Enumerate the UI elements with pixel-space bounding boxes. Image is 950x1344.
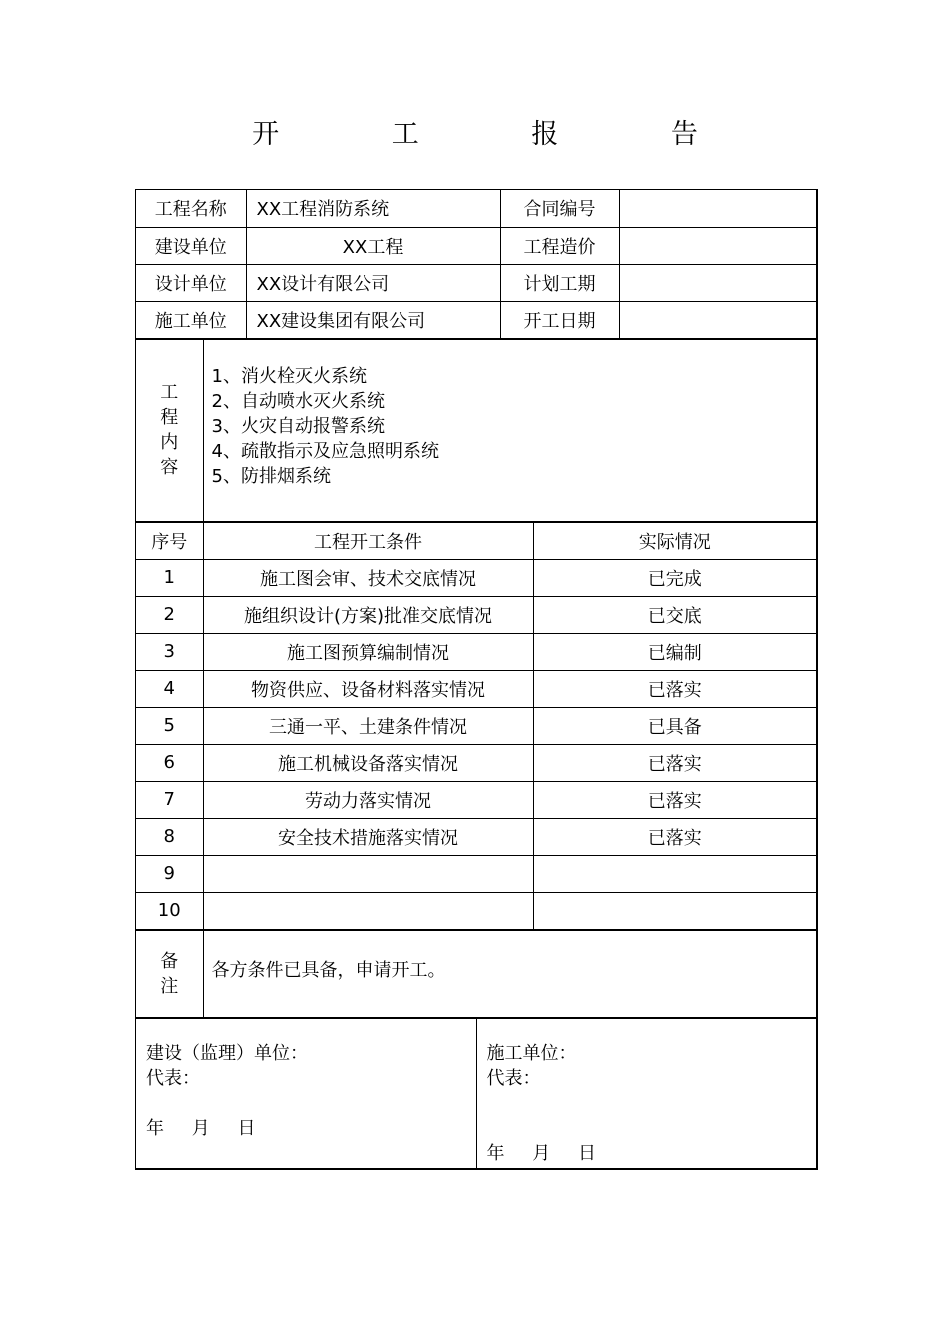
project-info-table (136, 190, 816, 339)
info-value: XX工程消防系统 (246, 190, 500, 227)
content-item: 4、疏散指示及应急照明系统 (211, 440, 439, 462)
info-label: 计划工期 (500, 264, 619, 301)
condition-no: 3 (136, 633, 203, 670)
condition-text (203, 892, 533, 929)
info-label: 开工日期 (500, 301, 619, 338)
content-item: 5、防排烟系统 (211, 465, 331, 487)
report-form (135, 189, 818, 1170)
remark-label (136, 930, 203, 1017)
condition-status: 已具备 (533, 707, 816, 744)
signature-left (136, 1018, 476, 1168)
left-day: 日 (237, 1117, 256, 1139)
info-value (619, 190, 816, 227)
content-item: 1、消火栓灭火系统 (211, 365, 367, 387)
condition-status: 已落实 (533, 781, 816, 818)
page-title: 开 工 报 告 (252, 119, 750, 150)
info-value: XX工程 (246, 227, 500, 264)
condition-text: 施工图会审、技术交底情况 (203, 559, 533, 596)
condition-text: 劳动力落实情况 (203, 781, 533, 818)
condition-status: 已交底 (533, 596, 816, 633)
info-row (136, 190, 816, 227)
condition-status (533, 855, 816, 892)
info-value: XX设计有限公司 (246, 264, 500, 301)
left-month: 月 (191, 1117, 210, 1139)
content-list (203, 339, 816, 521)
condition-no: 2 (136, 596, 203, 633)
condition-text: 三通一平、土建条件情况 (203, 707, 533, 744)
remark-text: 各方条件已具备，申请开工。 (203, 930, 816, 1017)
condition-no: 10 (136, 892, 203, 929)
condition-status: 已落实 (533, 818, 816, 855)
info-label: 合同编号 (500, 190, 619, 227)
condition-status: 已编制 (533, 633, 816, 670)
project-content-table (136, 339, 816, 522)
content-item: 2、自动喷水灭火系统 (211, 390, 385, 412)
condition-row (136, 855, 816, 892)
info-row (136, 227, 816, 264)
condition-row (136, 781, 816, 818)
info-label: 工程造价 (500, 227, 619, 264)
condition-text: 施工图预算编制情况 (203, 633, 533, 670)
remark-label-text: 备注 (160, 950, 179, 997)
remark-table (136, 930, 816, 1018)
signature-table (136, 1018, 816, 1169)
condition-no: 1 (136, 559, 203, 596)
condition-no: 6 (136, 744, 203, 781)
right-year: 年 (486, 1142, 505, 1164)
header-condition: 工程开工条件 (203, 522, 533, 559)
left-rep: 代表： (146, 1067, 200, 1089)
right-day: 日 (577, 1142, 596, 1164)
info-value (619, 227, 816, 264)
content-label (136, 339, 203, 521)
condition-status: 已落实 (533, 670, 816, 707)
condition-text (203, 855, 533, 892)
header-no: 序号 (136, 522, 203, 559)
condition-row (136, 818, 816, 855)
condition-text: 安全技术措施落实情况 (203, 818, 533, 855)
header-status: 实际情况 (533, 522, 816, 559)
right-month: 月 (532, 1142, 551, 1164)
condition-no: 9 (136, 855, 203, 892)
left-date (146, 1116, 466, 1141)
condition-row (136, 892, 816, 929)
condition-row (136, 633, 816, 670)
signature-right (476, 1018, 816, 1168)
condition-status: 已落实 (533, 744, 816, 781)
info-value (619, 264, 816, 301)
condition-no: 8 (136, 818, 203, 855)
right-unit: 施工单位： (486, 1042, 577, 1064)
condition-row (136, 744, 816, 781)
condition-row (136, 596, 816, 633)
condition-text: 施组织设计(方案)批准交底情况 (203, 596, 533, 633)
condition-row (136, 707, 816, 744)
info-label: 工程名称 (136, 190, 246, 227)
info-row (136, 264, 816, 301)
left-year: 年 (146, 1117, 164, 1139)
condition-row (136, 670, 816, 707)
condition-row (136, 559, 816, 596)
info-value: XX建设集团有限公司 (246, 301, 500, 338)
condition-no: 5 (136, 707, 203, 744)
conditions-header-row (136, 522, 816, 559)
conditions-table (136, 522, 816, 930)
content-label-text: 工程内容 (160, 382, 179, 478)
info-label: 设计单位 (136, 264, 246, 301)
condition-status (533, 892, 816, 929)
condition-no: 7 (136, 781, 203, 818)
info-value (619, 301, 816, 338)
right-date (487, 1141, 807, 1166)
info-label: 建设单位 (136, 227, 246, 264)
info-row (136, 301, 816, 338)
condition-no: 4 (136, 670, 203, 707)
info-label: 施工单位 (136, 301, 246, 338)
right-rep: 代表： (486, 1067, 541, 1089)
condition-text: 物资供应、设备材料落实情况 (203, 670, 533, 707)
condition-text: 施工机械设备落实情况 (203, 744, 533, 781)
left-unit: 建设（监理）单位： (146, 1042, 308, 1064)
condition-status: 已完成 (533, 559, 816, 596)
content-item: 3、火灾自动报警系统 (211, 415, 385, 437)
